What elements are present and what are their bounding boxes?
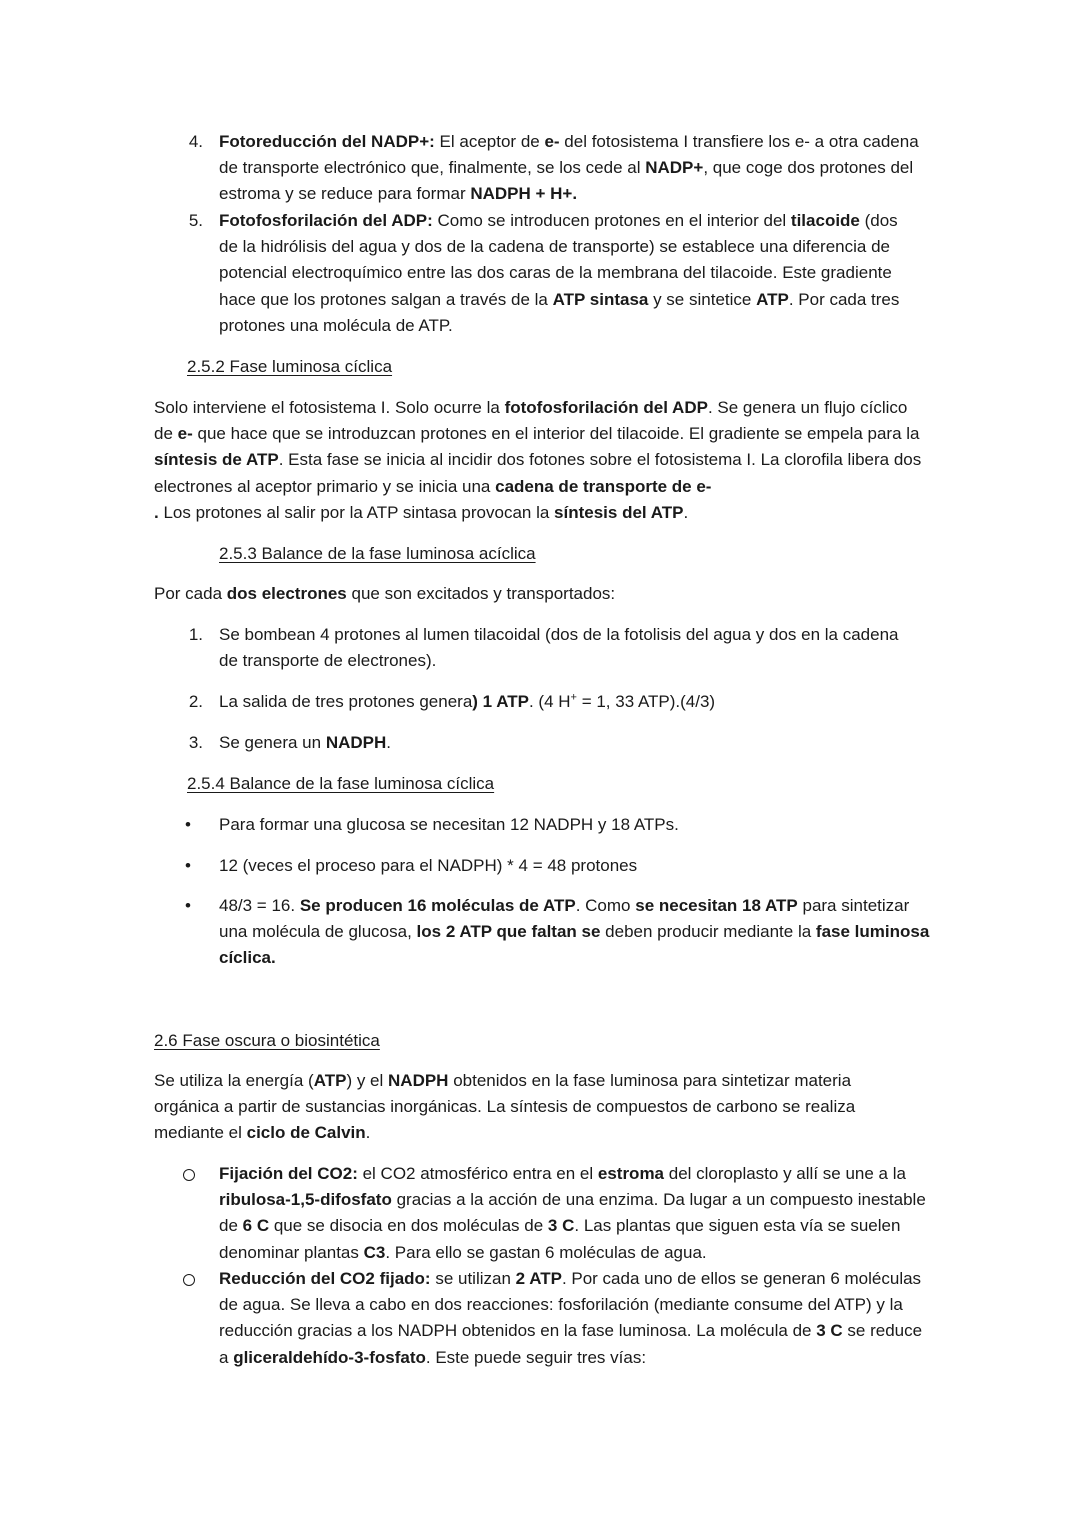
list-item-bombeo: Se bombean 4 protones al lumen tilacoidal (dos de la fotolisis del agua y dos en la cadena de transporte de electrones). xyxy=(219,625,899,671)
bullet-item-moleculas-atp: 48/3 = 16. Se producen 16 moléculas de ATP. Como se necesitan 18 ATP para sintetizar una molécula de glucosa, los 2 ATP que faltan se deben producir mediante la fase luminosa cíclica. xyxy=(219,896,930,968)
bullet-icon: • xyxy=(185,896,191,915)
circle-bullet-icon xyxy=(183,1169,195,1181)
bullet-item-glucosa: Para formar una glucosa se necesitan 12 NADPH y 18 ATPs. xyxy=(219,815,679,834)
list-item-salida-protones: La salida de tres protones genera) 1 ATP. (4 H+ = 1, 33 ATP).(4/3) xyxy=(219,691,716,711)
bullet-item-protones: 12 (veces el proceso para el NADPH) * 4 = 48 protones xyxy=(219,856,638,875)
bullet-icon: • xyxy=(185,856,191,875)
section-heading-2-5-2: 2.5.2 Fase luminosa cíclica xyxy=(187,357,393,376)
paragraph-fase-oscura: Se utiliza la energía (ATP) y el NADPH obtenidos en la fase luminosa para sintetizar materia orgánica a partir de sustancias inorgánicas. La síntesis de compuestos de carbono se realiza mediante el ciclo de Calvin. xyxy=(154,1071,856,1143)
list-item-fotofosforilacion: Fotofosforilación del ADP: Como se introducen protones en el interior del tilacoide (dos de la hidrólisis del agua y dos de la cadena de transporte) se establece una diferencia de potencial electroquímico entre las dos caras de la membrana del tilacoide. Este gradiente hace que los protones salgan a través de la ATP sintasa y se sintetice ATP. Por cada tres protones una molécula de ATP. xyxy=(219,211,900,335)
list-number: 2. xyxy=(188,692,203,711)
list-number: 5. xyxy=(188,211,203,230)
list-number: 4. xyxy=(188,132,203,151)
section-heading-2-5-3: 2.5.3 Balance de la fase luminosa acíclica xyxy=(219,544,536,563)
paragraph-intro-balance: Por cada dos electrones que son excitados y transportados: xyxy=(154,584,616,603)
bullet-icon: • xyxy=(185,815,191,834)
list-number: 1. xyxy=(188,625,203,644)
circle-bullet-icon xyxy=(183,1274,195,1286)
list-item-fotoreduccion: Fotoreducción del NADP+: El aceptor de e- del fotosistema I transfiere los e- a otra cadena de transporte electrónico que, finalmente, se los cede al NADP+, que coge dos protones del estroma y se reduce para formar NADPH + H+. xyxy=(219,132,919,204)
list-item-fijacion-co2: Fijación del CO2: el CO2 atmosférico entra en el estroma del cloroplasto y allí se une a la ribulosa-1,5-difosfato gracias a la acción de una enzima. Da lugar a un compuesto inestable de 6 C que se disocia en dos moléculas de 3 C. Las plantas que siguen esta vía se suelen denominar plantas C3. Para ello se gastan 6 moléculas de agua. xyxy=(219,1164,926,1262)
section-heading-2-6: 2.6 Fase oscura o biosintética xyxy=(154,1031,380,1050)
paragraph-fase-ciclica: Solo interviene el fotosistema I. Solo ocurre la fotofosforilación del ADP. Se genera un flujo cíclico de e- que hace que se introduzcan protones en el interior del tilacoide. El gradiente se empela para la síntesis de ATP. Esta fase se inicia al incidir dos fotones sobre el fotosistema I. La clorofila libera dos electrones al aceptor primario y se inicia una cadena de transporte de e- . Los protones al salir por la ATP sintasa provocan la síntesis del ATP. xyxy=(154,398,922,522)
list-number: 3. xyxy=(188,733,203,752)
list-item-reduccion-co2: Reducción del CO2 fijado: se utilizan 2 ATP. Por cada uno de ellos se generan 6 moléculas de agua. Se lleva a cabo en dos reacciones: fosforilación (mediante consume del ATP) y la reducción gracias a los NADPH obtenidos en la fase luminosa. La molécula de 3 C se reduce a gliceraldehído-3-fosfato. Este puede seguir tres vías: xyxy=(219,1269,923,1367)
section-heading-2-5-4: 2.5.4 Balance de la fase luminosa cíclica xyxy=(187,774,495,793)
list-item-nadph: Se genera un NADPH. xyxy=(219,733,391,752)
